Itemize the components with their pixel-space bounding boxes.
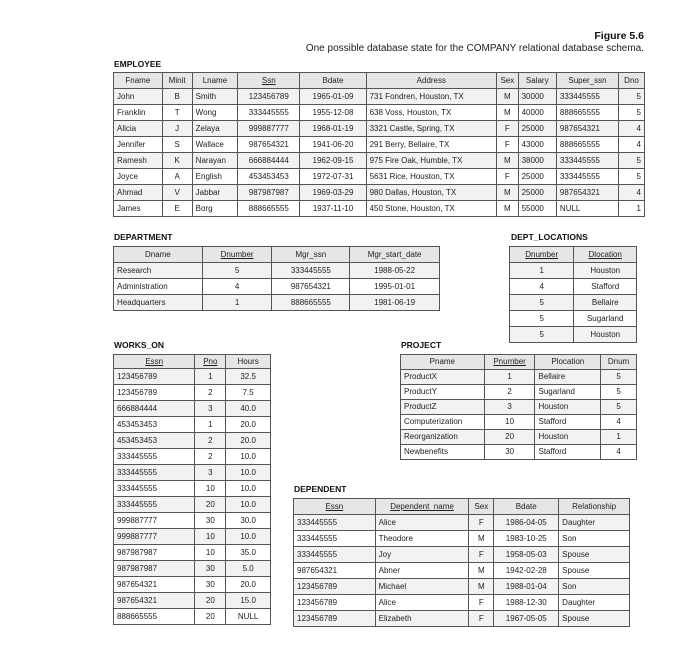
works-on-cell: 10	[195, 545, 226, 561]
dept-locations-row	[510, 279, 637, 295]
employee-cell: 5	[619, 105, 645, 121]
dept-locations-table	[509, 246, 637, 343]
figure-caption: One possible database state for the COMPANY relational database schema.	[305, 43, 644, 54]
dept-locations-cell: 4	[510, 279, 574, 295]
employee-cell: J	[162, 121, 192, 137]
dependent-row	[294, 531, 630, 547]
project-cell: Newbenefits	[401, 445, 485, 460]
works-on-cell: 20	[195, 609, 226, 625]
employee-cell: 123456789	[238, 89, 300, 105]
works-on-row	[114, 529, 271, 545]
dependent-cell: 1942-02-28	[494, 563, 559, 579]
works-on-cell: 20	[195, 497, 226, 513]
works-on-row	[114, 513, 271, 529]
dependent-table	[293, 498, 630, 627]
works-on-cell: NULL	[226, 609, 271, 625]
employee-cell: 4	[619, 121, 645, 137]
project-label: PROJECT	[401, 340, 442, 350]
employee-cell: 1968-01-19	[300, 121, 366, 137]
works-on-cell: 1	[195, 417, 226, 433]
employee-cell: 987987987	[238, 185, 300, 201]
works-on-cell: 888665555	[114, 609, 195, 625]
works-on-cell: 10.0	[226, 449, 271, 465]
department-cell: 1981-06-19	[350, 295, 440, 311]
works-on-cell: 10.0	[226, 465, 271, 481]
dept-locations-cell: 5	[510, 327, 574, 343]
employee-cell: 5	[619, 89, 645, 105]
employee-row	[114, 121, 645, 137]
dependent-cell: 1958-05-03	[494, 547, 559, 563]
employee-cell: 999887777	[238, 121, 300, 137]
dept-locations-cell: Houston	[574, 327, 637, 343]
works-on-cell: 999887777	[114, 529, 195, 545]
employee-cell: 975 Fire Oak, Humble, TX	[366, 153, 496, 169]
employee-cell: 38000	[518, 153, 556, 169]
department-cell: Headquarters	[114, 295, 203, 311]
employee-cell: M	[497, 185, 519, 201]
dependent-cell: Joy	[375, 547, 469, 563]
works-on-row	[114, 417, 271, 433]
project-cell: Stafford	[535, 415, 601, 430]
employee-cell: 888665555	[556, 105, 618, 121]
project-cell: 5	[601, 400, 637, 415]
dependent-cell: Theodore	[375, 531, 469, 547]
dependent-header-4: Relationship	[559, 499, 630, 515]
dept-locations-row	[510, 311, 637, 327]
works-on-cell: 987654321	[114, 577, 195, 593]
employee-cell: 3321 Castle, Spring, TX	[366, 121, 496, 137]
department-label: DEPARTMENT	[114, 232, 173, 242]
works-on-cell: 32.5	[226, 369, 271, 385]
project-cell: Houston	[535, 400, 601, 415]
works-on-cell: 10.0	[226, 481, 271, 497]
works-on-cell: 20	[195, 593, 226, 609]
project-header-2: Plocation	[535, 355, 601, 370]
dependent-cell: 1967-05-05	[494, 611, 559, 627]
employee-cell: Smith	[192, 89, 238, 105]
employee-label: EMPLOYEE	[114, 59, 162, 69]
project-cell: 4	[601, 445, 637, 460]
department-row	[114, 263, 440, 279]
employee-cell: 987654321	[238, 137, 300, 153]
works-on-cell: 20.0	[226, 433, 271, 449]
works-on-cell: 10	[195, 529, 226, 545]
dependent-cell: Michael	[375, 579, 469, 595]
works-on-row	[114, 401, 271, 417]
dept-locations-cell: 5	[510, 295, 574, 311]
employee-cell: M	[497, 105, 519, 121]
employee-cell: Wong	[192, 105, 238, 121]
dependent-cell: 1986-04-05	[494, 515, 559, 531]
employee-cell: 4	[619, 137, 645, 153]
employee-cell: 333445555	[238, 105, 300, 121]
employee-cell: Wallace	[192, 137, 238, 153]
employee-cell: 638 Voss, Houston, TX	[366, 105, 496, 121]
project-cell: Reorganization	[401, 430, 485, 445]
employee-cell: F	[497, 137, 519, 153]
department-row	[114, 279, 440, 295]
department-cell: Research	[114, 263, 203, 279]
works-on-row	[114, 481, 271, 497]
works-on-cell: 20.0	[226, 417, 271, 433]
employee-cell: F	[497, 169, 519, 185]
employee-cell: 1941-06-20	[300, 137, 366, 153]
dependent-cell: 1988-01-04	[494, 579, 559, 595]
department-header-0: Dname	[114, 247, 203, 263]
works-on-row	[114, 577, 271, 593]
employee-cell: 333445555	[556, 89, 618, 105]
dependent-cell: Daughter	[559, 595, 630, 611]
employee-cell: 987654321	[556, 121, 618, 137]
dependent-header-0: Essn	[294, 499, 376, 515]
works-on-cell: 7.5	[226, 385, 271, 401]
dependent-cell: 333445555	[294, 547, 376, 563]
employee-cell: 43000	[518, 137, 556, 153]
works-on-cell: 987987987	[114, 545, 195, 561]
project-cell: 4	[601, 415, 637, 430]
dependent-cell: Alice	[375, 515, 469, 531]
project-cell: Stafford	[535, 445, 601, 460]
employee-header-1: Minit	[162, 73, 192, 89]
employee-cell: 25000	[518, 121, 556, 137]
employee-cell: 453453453	[238, 169, 300, 185]
project-cell: 3	[484, 400, 535, 415]
project-cell: 30	[484, 445, 535, 460]
works-on-cell: 1	[195, 369, 226, 385]
employee-cell: 333445555	[556, 153, 618, 169]
dependent-cell: M	[469, 579, 494, 595]
dependent-cell: F	[469, 547, 494, 563]
employee-header-5: Address	[366, 73, 496, 89]
department-table	[113, 246, 440, 311]
works-on-cell: 30	[195, 577, 226, 593]
department-cell: 1	[202, 295, 272, 311]
dependent-cell: Abner	[375, 563, 469, 579]
dept-locations-cell: Sugarland	[574, 311, 637, 327]
project-cell: 10	[484, 415, 535, 430]
works-on-header-0: Essn	[114, 355, 195, 369]
employee-cell: 25000	[518, 169, 556, 185]
dependent-row	[294, 611, 630, 627]
dept-locations-cell: Bellaire	[574, 295, 637, 311]
employee-cell: 1962-09-15	[300, 153, 366, 169]
dependent-cell: Son	[559, 531, 630, 547]
employee-cell: A	[162, 169, 192, 185]
employee-row	[114, 137, 645, 153]
dependent-cell: 1988-12-30	[494, 595, 559, 611]
project-cell: ProductX	[401, 370, 485, 385]
employee-row	[114, 153, 645, 169]
dependent-cell: 333445555	[294, 515, 376, 531]
employee-cell: Joyce	[114, 169, 163, 185]
works-on-row	[114, 465, 271, 481]
department-cell: 1988-05-22	[350, 263, 440, 279]
dependent-cell: M	[469, 531, 494, 547]
works-on-row	[114, 497, 271, 513]
works-on-cell: 30.0	[226, 513, 271, 529]
works-on-header-2: Hours	[226, 355, 271, 369]
dependent-cell: F	[469, 611, 494, 627]
employee-cell: English	[192, 169, 238, 185]
project-table	[400, 354, 637, 460]
employee-row	[114, 201, 645, 217]
dept-locations-header-0: Dnumber	[510, 247, 574, 263]
works-on-table	[113, 354, 271, 625]
works-on-cell: 987654321	[114, 593, 195, 609]
dependent-cell: F	[469, 595, 494, 611]
employee-cell: 1972-07-31	[300, 169, 366, 185]
dependent-label: DEPENDENT	[294, 484, 347, 494]
works-on-cell: 2	[195, 433, 226, 449]
project-cell: 5	[601, 370, 637, 385]
employee-header-6: Sex	[497, 73, 519, 89]
employee-cell: M	[497, 153, 519, 169]
employee-cell: 5	[619, 169, 645, 185]
employee-header-9: Dno	[619, 73, 645, 89]
dependent-header-2: Sex	[469, 499, 494, 515]
works-on-cell: 20.0	[226, 577, 271, 593]
works-on-cell: 15.0	[226, 593, 271, 609]
project-cell: 1	[484, 370, 535, 385]
project-row	[401, 445, 637, 460]
project-cell: Bellaire	[535, 370, 601, 385]
works-on-row	[114, 369, 271, 385]
works-on-cell: 999887777	[114, 513, 195, 529]
employee-cell: 987654321	[556, 185, 618, 201]
dept-locations-cell: 5	[510, 311, 574, 327]
works-on-cell: 30	[195, 513, 226, 529]
project-row	[401, 400, 637, 415]
dependent-header-3: Bdate	[494, 499, 559, 515]
employee-cell: 1	[619, 201, 645, 217]
works-on-row	[114, 449, 271, 465]
employee-header-4: Bdate	[300, 73, 366, 89]
employee-cell: Alicia	[114, 121, 163, 137]
works-on-cell: 333445555	[114, 481, 195, 497]
employee-cell: V	[162, 185, 192, 201]
project-cell: 2	[484, 385, 535, 400]
employee-cell: John	[114, 89, 163, 105]
works-on-cell: 2	[195, 385, 226, 401]
works-on-header-1: Pno	[195, 355, 226, 369]
employee-cell: F	[497, 121, 519, 137]
employee-header-7: Salary	[518, 73, 556, 89]
employee-cell: 40000	[518, 105, 556, 121]
works-on-cell: 453453453	[114, 433, 195, 449]
works-on-cell: 3	[195, 401, 226, 417]
works-on-cell: 10.0	[226, 529, 271, 545]
works-on-cell: 5.0	[226, 561, 271, 577]
employee-cell: M	[497, 201, 519, 217]
employee-row	[114, 89, 645, 105]
dependent-row	[294, 563, 630, 579]
dependent-cell: Son	[559, 579, 630, 595]
works-on-cell: 40.0	[226, 401, 271, 417]
dept-locations-cell: Houston	[574, 263, 637, 279]
works-on-cell: 30	[195, 561, 226, 577]
employee-cell: Zelaya	[192, 121, 238, 137]
dependent-row	[294, 579, 630, 595]
dependent-cell: 1983-10-25	[494, 531, 559, 547]
employee-cell: James	[114, 201, 163, 217]
employee-table	[113, 72, 645, 217]
project-row	[401, 370, 637, 385]
employee-row	[114, 105, 645, 121]
department-header-3: Mgr_start_date	[350, 247, 440, 263]
dependent-row	[294, 547, 630, 563]
dept-locations-row	[510, 263, 637, 279]
employee-cell: B	[162, 89, 192, 105]
employee-cell: Ramesh	[114, 153, 163, 169]
works-on-cell: 333445555	[114, 497, 195, 513]
dependent-cell: 123456789	[294, 579, 376, 595]
employee-cell: 1969-03-29	[300, 185, 366, 201]
works-on-cell: 10.0	[226, 497, 271, 513]
dept-locations-row	[510, 327, 637, 343]
employee-cell: M	[497, 89, 519, 105]
project-cell: Computerization	[401, 415, 485, 430]
dependent-cell: Spouse	[559, 611, 630, 627]
employee-cell: 333445555	[556, 169, 618, 185]
project-header-1: Pnumber	[484, 355, 535, 370]
employee-cell: Borg	[192, 201, 238, 217]
dependent-cell: Elizabeth	[375, 611, 469, 627]
project-cell: 1	[601, 430, 637, 445]
dept-locations-row	[510, 295, 637, 311]
works-on-row	[114, 609, 271, 625]
dependent-cell: Daughter	[559, 515, 630, 531]
dependent-cell: F	[469, 515, 494, 531]
department-cell: 333445555	[272, 263, 350, 279]
employee-cell: 888665555	[238, 201, 300, 217]
employee-cell: S	[162, 137, 192, 153]
department-cell: Administration	[114, 279, 203, 295]
dependent-cell: Alice	[375, 595, 469, 611]
employee-cell: 5631 Rice, Houston, TX	[366, 169, 496, 185]
department-cell: 1995-01-01	[350, 279, 440, 295]
dependent-cell: Spouse	[559, 547, 630, 563]
department-cell: 4	[202, 279, 272, 295]
works-on-cell: 123456789	[114, 369, 195, 385]
works-on-label: WORKS_ON	[114, 340, 165, 350]
employee-cell: 291 Berry, Bellaire, TX	[366, 137, 496, 153]
works-on-cell: 666884444	[114, 401, 195, 417]
employee-header-0: Fname	[114, 73, 163, 89]
dept-locations-label: DEPT_LOCATIONS	[511, 232, 588, 242]
project-cell: 5	[601, 385, 637, 400]
employee-cell: 1955-12-08	[300, 105, 366, 121]
dependent-cell: 987654321	[294, 563, 376, 579]
employee-cell: 1937-11-10	[300, 201, 366, 217]
department-header-1: Dnumber	[202, 247, 272, 263]
dependent-cell: Spouse	[559, 563, 630, 579]
project-header-0: Pname	[401, 355, 485, 370]
department-cell: 888665555	[272, 295, 350, 311]
employee-cell: Ahmad	[114, 185, 163, 201]
employee-cell: 888665555	[556, 137, 618, 153]
dept-locations-cell: 1	[510, 263, 574, 279]
works-on-cell: 333445555	[114, 449, 195, 465]
employee-cell: 450 Stone, Houston, TX	[366, 201, 496, 217]
employee-cell: 731 Fondren, Houston, TX	[366, 89, 496, 105]
project-cell: ProductZ	[401, 400, 485, 415]
employee-cell: 30000	[518, 89, 556, 105]
project-row	[401, 385, 637, 400]
employee-cell: Narayan	[192, 153, 238, 169]
employee-cell: Jennifer	[114, 137, 163, 153]
works-on-cell: 2	[195, 449, 226, 465]
dependent-header-1: Dependent_name	[375, 499, 469, 515]
works-on-cell: 3	[195, 465, 226, 481]
department-cell: 987654321	[272, 279, 350, 295]
employee-cell: 980 Dallas, Houston, TX	[366, 185, 496, 201]
employee-cell: E	[162, 201, 192, 217]
figure-title: Figure 5.6	[594, 30, 644, 42]
employee-cell: Franklin	[114, 105, 163, 121]
project-cell: ProductY	[401, 385, 485, 400]
project-row	[401, 415, 637, 430]
employee-header-2: Lname	[192, 73, 238, 89]
dept-locations-header-1: Dlocation	[574, 247, 637, 263]
employee-cell: NULL	[556, 201, 618, 217]
department-row	[114, 295, 440, 311]
works-on-row	[114, 433, 271, 449]
department-header-2: Mgr_ssn	[272, 247, 350, 263]
works-on-cell: 10	[195, 481, 226, 497]
dependent-row	[294, 515, 630, 531]
employee-cell: K	[162, 153, 192, 169]
works-on-row	[114, 385, 271, 401]
works-on-row	[114, 593, 271, 609]
dependent-cell: 123456789	[294, 611, 376, 627]
employee-cell: 4	[619, 185, 645, 201]
employee-cell: 5	[619, 153, 645, 169]
employee-header-8: Super_ssn	[556, 73, 618, 89]
dependent-cell: 123456789	[294, 595, 376, 611]
works-on-cell: 987987987	[114, 561, 195, 577]
dependent-cell: 333445555	[294, 531, 376, 547]
works-on-cell: 123456789	[114, 385, 195, 401]
employee-cell: Jabbar	[192, 185, 238, 201]
employee-row	[114, 185, 645, 201]
department-cell: 5	[202, 263, 272, 279]
employee-cell: 25000	[518, 185, 556, 201]
works-on-row	[114, 561, 271, 577]
works-on-row	[114, 545, 271, 561]
project-cell: Houston	[535, 430, 601, 445]
works-on-cell: 333445555	[114, 465, 195, 481]
project-row	[401, 430, 637, 445]
project-header-3: Dnum	[601, 355, 637, 370]
project-cell: 20	[484, 430, 535, 445]
employee-cell: 55000	[518, 201, 556, 217]
project-cell: Sugarland	[535, 385, 601, 400]
employee-cell: T	[162, 105, 192, 121]
employee-header-3: Ssn	[238, 73, 300, 89]
dependent-cell: M	[469, 563, 494, 579]
dept-locations-cell: Stafford	[574, 279, 637, 295]
dependent-row	[294, 595, 630, 611]
employee-cell: 666884444	[238, 153, 300, 169]
employee-cell: 1965-01-09	[300, 89, 366, 105]
employee-row	[114, 169, 645, 185]
works-on-cell: 453453453	[114, 417, 195, 433]
works-on-cell: 35.0	[226, 545, 271, 561]
